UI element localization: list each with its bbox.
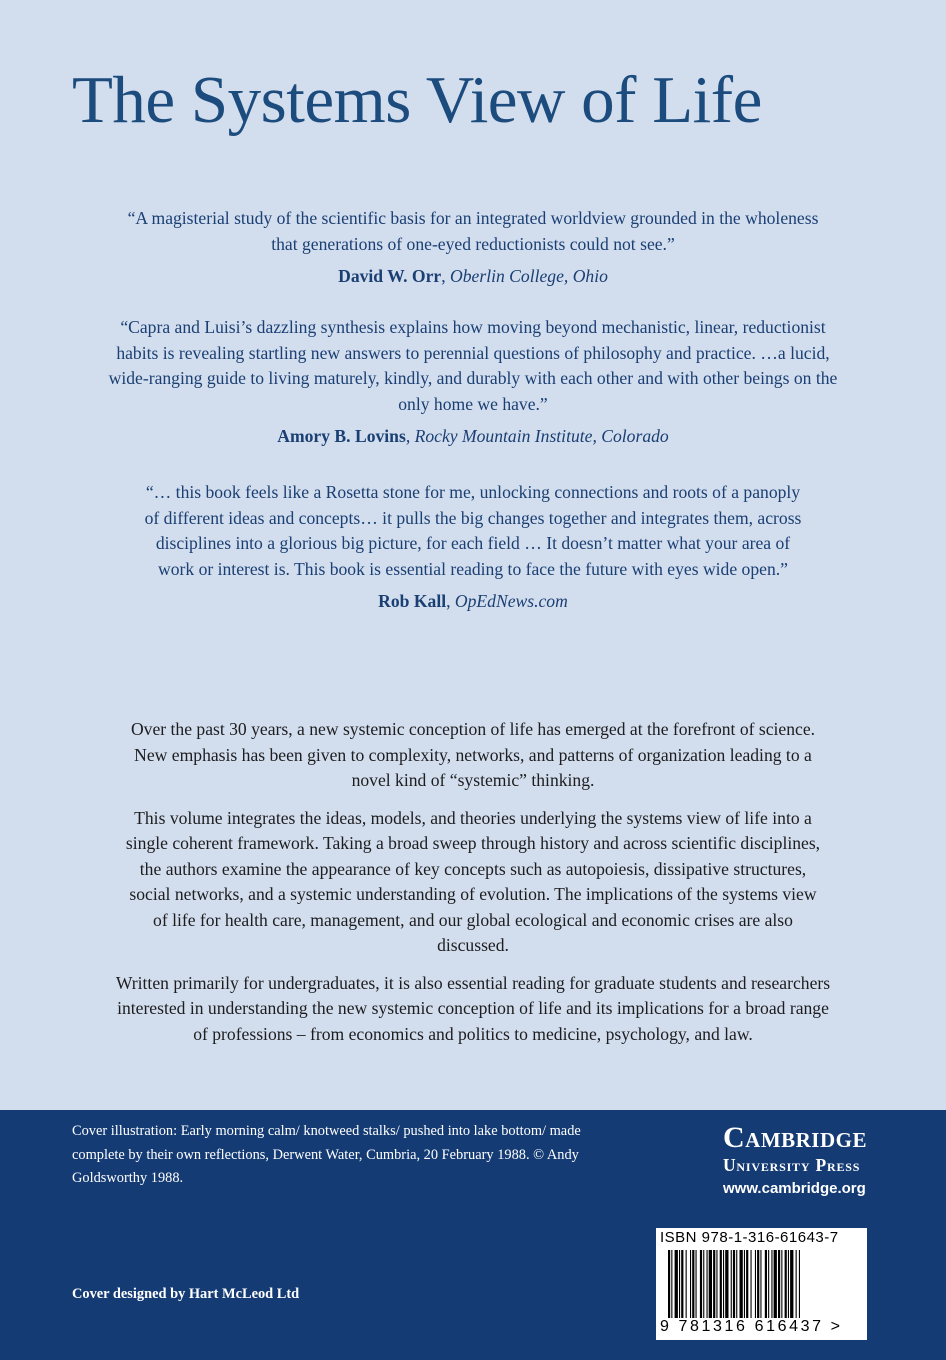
publisher-subtitle: University Press bbox=[722, 1155, 861, 1175]
barcode-bar bbox=[723, 1250, 724, 1318]
barcode-bar bbox=[774, 1250, 777, 1318]
endorsement bbox=[0, 480, 946, 614]
endorser-affiliation: OpEdNews.com bbox=[454, 591, 568, 611]
barcode-bar bbox=[690, 1250, 691, 1318]
barcode-bar bbox=[703, 1250, 704, 1318]
publisher-block bbox=[723, 1122, 867, 1197]
cover-credit: Cover illustration: Early morning calm/ knotweed stalks/ pushed into lake bottom/ made complete by their own reflections, Derwent Water, Cumbria, 20 February 1988. © Andy Goldsworthy 1988. bbox=[72, 1123, 581, 1186]
description-paragraph: Written primarily for undergraduates, it is also essential reading for graduate students and researchers interested in understanding the new systemic conception of life and its implications for a broad range of professions – from economics and politics to medicine, psychology, and law. bbox=[115, 972, 831, 1044]
barcode-bar bbox=[757, 1250, 759, 1318]
barcode-bar bbox=[707, 1250, 708, 1318]
barcode-bar bbox=[765, 1250, 767, 1318]
barcode-digits: 9 781316 616437 > bbox=[660, 1318, 843, 1335]
endorser-name: Amory B. Lovins bbox=[277, 426, 406, 446]
barcode-bar bbox=[713, 1250, 715, 1318]
publisher-name bbox=[723, 1122, 867, 1154]
footer-band bbox=[0, 1110, 946, 1360]
book-title: The Systems View of Life bbox=[72, 63, 762, 137]
barcode-bar bbox=[709, 1250, 712, 1318]
cover-designer-credit: Cover designed by Hart McLeod Ltd bbox=[72, 1286, 300, 1302]
endorsement-text: “… this book feels like a Rosetta stone for me, unlocking connections and roots of a panoply of different ideas and concepts… it pulls the big changes together and integrates them, across disciplines into a glorious big picture, for each field … It doesn’t matter what your area of work or interest is. This book is essential reading to face the future with eyes wide open.” bbox=[144, 482, 802, 579]
barcode-bar bbox=[755, 1250, 756, 1318]
barcode-bar bbox=[692, 1250, 694, 1318]
barcode-bar bbox=[681, 1250, 683, 1318]
endorsement-attribution: David W. Orr, Oberlin College, Ohio bbox=[338, 266, 608, 286]
barcode-bar bbox=[799, 1250, 800, 1318]
barcode-bar bbox=[736, 1250, 737, 1318]
barcode-bar bbox=[720, 1250, 722, 1318]
barcode-bar bbox=[778, 1250, 780, 1318]
endorsement-attribution: Amory B. Lovins, Rocky Mountain Institute, Colorado bbox=[277, 426, 669, 446]
isbn-label: ISBN 978-1-316-61643-7 bbox=[660, 1229, 839, 1246]
barcode-bar bbox=[671, 1250, 672, 1318]
barcode-bar bbox=[790, 1250, 793, 1318]
barcode-bar bbox=[675, 1250, 678, 1318]
barcode-icon bbox=[656, 1250, 867, 1320]
barcode-bar bbox=[751, 1250, 752, 1318]
endorser-name: David W. Orr bbox=[338, 266, 442, 286]
barcode-bar bbox=[746, 1250, 748, 1318]
barcode-bar bbox=[760, 1250, 761, 1318]
endorser-affiliation: Rocky Mountain Institute, Colorado bbox=[414, 426, 669, 446]
barcode-bar bbox=[740, 1250, 743, 1318]
endorsement bbox=[0, 315, 946, 449]
publisher-url: www.cambridge.org bbox=[722, 1180, 866, 1197]
barcode-bar bbox=[686, 1250, 687, 1318]
endorsements bbox=[0, 206, 946, 614]
endorsement-text: “A magisterial study of the scientific basis for an integrated worldview grounded in the wholeness that generations of one-eyed reductionists could not see.” bbox=[127, 208, 819, 254]
barcode-bar bbox=[744, 1250, 745, 1318]
barcode-bar bbox=[668, 1250, 670, 1318]
barcode-bar bbox=[768, 1250, 769, 1318]
book-description bbox=[0, 717, 946, 1059]
barcode-bar bbox=[781, 1250, 782, 1318]
endorsement-text: “Capra and Luisi’s dazzling synthesis explains how moving beyond mechanistic, linear, reductionist habits is revealing startling new answers to perennial questions of philosophy and practice. …a lucid, wide-ranging guide to living maturely, kindly, and durably with each other and with other beings on the only home we have.” bbox=[108, 317, 838, 414]
barcode-bar bbox=[700, 1250, 702, 1318]
description-paragraph: This volume integrates the ideas, models, and theories underlying the systems view of life into a single coherent framework. Taking a broad sweep through history and across scientific disciplines, the authors examine the appearance of key concepts such as autopoiesis, dissipative structures, social networks, and a systemic understanding of evolution. The implications of the systems view of life for health care, management, and our global ecological and economic crises are also discussed. bbox=[125, 807, 821, 955]
description-paragraph: Over the past 30 years, a new systemic conception of life has emerged at the forefront of science. New emphasis has been given to complexity, networks, and patterns of organization leading to a novel kind of “systemic” thinking. bbox=[130, 719, 816, 790]
barcode-box bbox=[656, 1228, 867, 1340]
endorsement-attribution: Rob Kall, OpEdNews.com bbox=[378, 591, 568, 611]
publisher-name-text: Cambridge bbox=[722, 1121, 867, 1154]
barcode-bar bbox=[679, 1250, 680, 1318]
barcode-bar bbox=[696, 1250, 697, 1318]
barcode-bar bbox=[731, 1250, 732, 1318]
endorser-name: Rob Kall bbox=[378, 591, 447, 611]
barcode-bar bbox=[788, 1250, 789, 1318]
barcode-bar bbox=[725, 1250, 728, 1318]
barcode-bar bbox=[716, 1250, 717, 1318]
barcode-bar bbox=[785, 1250, 787, 1318]
endorsement bbox=[0, 206, 946, 289]
barcode-bar bbox=[733, 1250, 735, 1318]
barcode-bar bbox=[796, 1250, 797, 1318]
endorser-affiliation: Oberlin College, Ohio bbox=[450, 266, 608, 286]
barcode-bar bbox=[771, 1250, 772, 1318]
